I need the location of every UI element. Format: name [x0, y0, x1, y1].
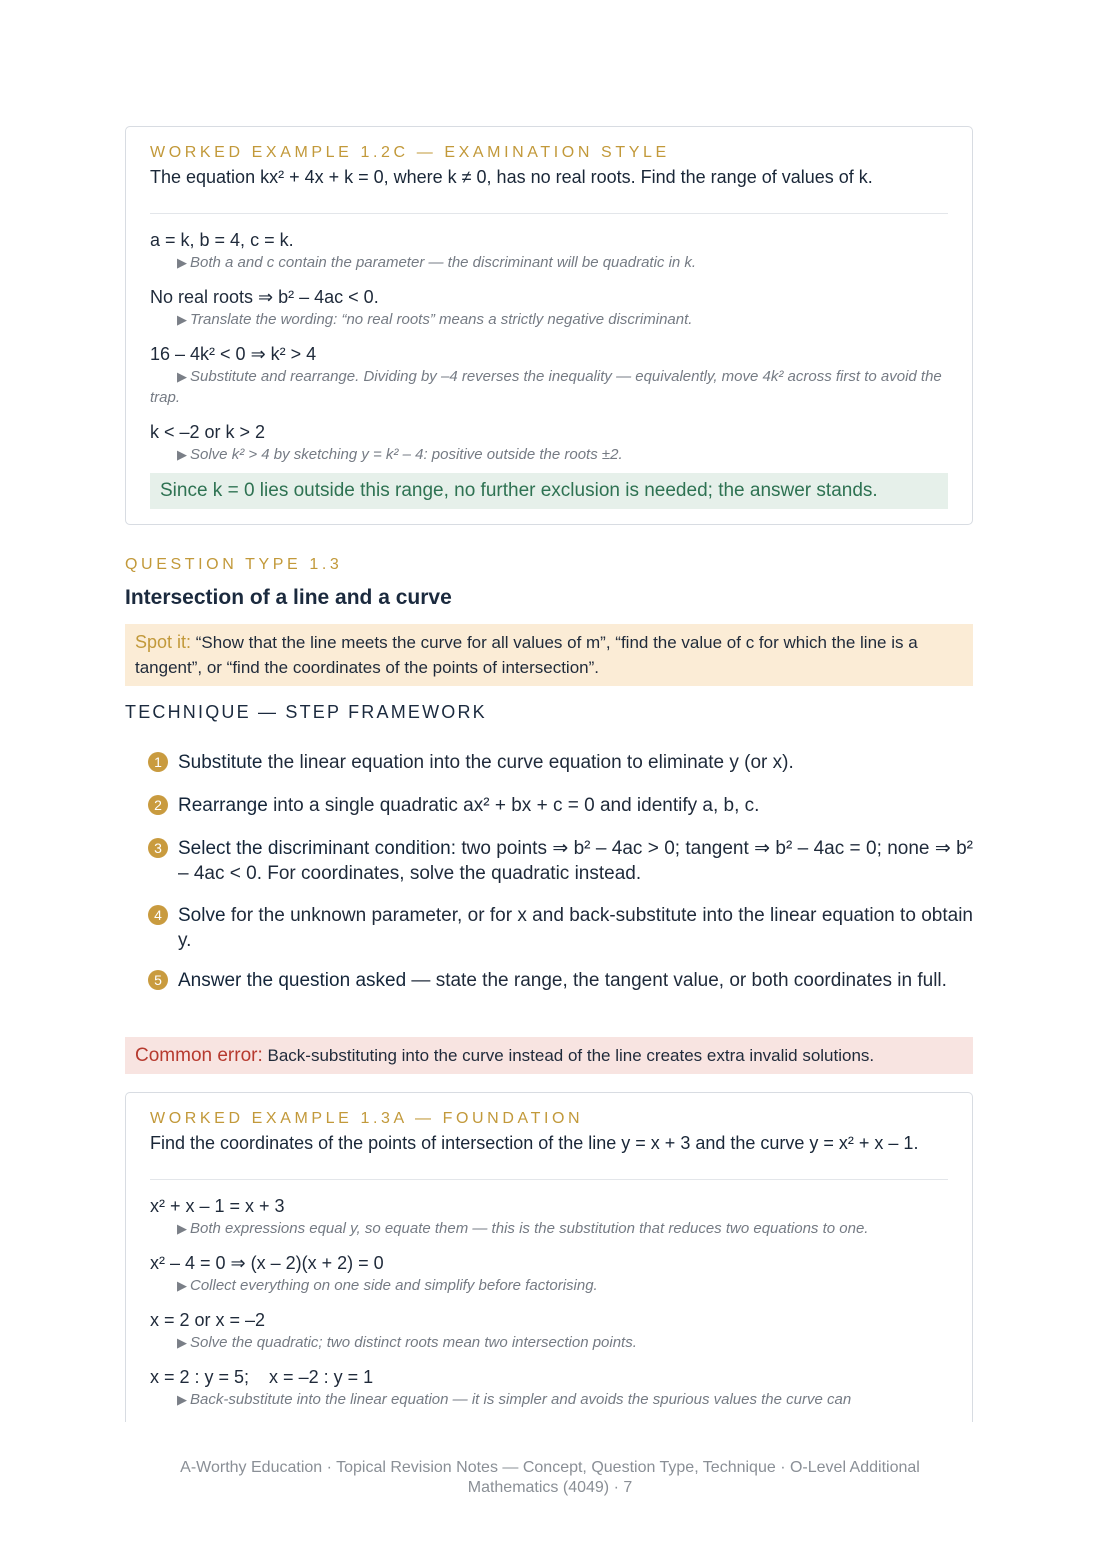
framework-step-2 [148, 793, 973, 818]
page-footer [0, 1458, 1100, 1498]
spot-it-text: “Show that the line meets the curve for all values of m”, “find the value of c for which the line is a tangent”, or “find the coordinates of the points of intersection”. [135, 633, 918, 677]
step-line: x = 2 : y = 5; x = –2 : y = 1 [150, 1367, 374, 1387]
triangle-bullet-icon: ▶ [177, 1392, 187, 1407]
step-line: x² – 4 = 0 ⇒ (x – 2)(x + 2) = 0 [150, 1253, 384, 1273]
step-note: ▶ Back-substitute into the linear equation — it is simpler and avoids the spurious values the curve can [177, 1391, 852, 1408]
triangle-bullet-icon: ▶ [177, 312, 187, 327]
triangle-bullet-icon: ▶ [177, 447, 187, 462]
step-line: No real roots ⇒ b² – 4ac < 0. [150, 287, 379, 307]
triangle-bullet-icon: ▶ [177, 369, 187, 384]
triangle-bullet-icon: ▶ [177, 1278, 187, 1293]
question-type-label: QUESTION TYPE 1.3 [125, 556, 343, 573]
solution-step [150, 1308, 948, 1353]
step-line: x² + x – 1 = x + 3 [150, 1196, 285, 1216]
footer-line-1: A-Worthy Education · Topical Revision Notes — Concept, Question Type, Technique · O-Level Additional [180, 1459, 920, 1476]
step-number-badge: 3 [148, 838, 168, 858]
example-eyebrow: WORKED EXAMPLE 1.3A — FOUNDATION [150, 1110, 584, 1127]
solution-step [150, 1365, 948, 1410]
step-text: two points ⇒ b² – 4ac > 0; tangent ⇒ b² – 4ac = 0; none ⇒ b² – 4ac < 0. For coordinates, solve the quadratic instead. [178, 838, 973, 884]
triangle-bullet-icon: ▶ [177, 255, 187, 270]
step-number-badge: 2 [148, 795, 168, 815]
common-error-box [125, 1037, 973, 1074]
technique-label: TECHNIQUE — STEP FRAMEWORK [125, 702, 487, 722]
worked-example-card-1-3a [125, 1092, 973, 1422]
example-stem: Find the coordinates of the points of intersection of the line y = x + 3 and the curve y = x² + x – 1. [150, 1133, 919, 1153]
worked-example-card-1-2c [125, 126, 973, 525]
footer-line-2: Mathematics (4049) · 7 [467, 1479, 633, 1496]
triangle-bullet-icon: ▶ [177, 1221, 187, 1236]
step-note: ▶ Translate the wording: “no real roots” means a strictly negative discriminant. [177, 311, 693, 328]
step-text: into a single quadratic ax² + bx + c = 0 and identify a, b, c. [273, 795, 760, 816]
divider [150, 213, 948, 214]
divider [150, 1179, 948, 1180]
solution-step [150, 420, 948, 465]
framework-step-5 [148, 968, 973, 993]
triangle-bullet-icon: ▶ [177, 1335, 187, 1350]
step-keyword: Select the discriminant condition: [178, 838, 456, 859]
solution-step [150, 228, 948, 273]
step-note: ▶ Both a and c contain the parameter — the discriminant will be quadratic in k. [177, 254, 697, 271]
step-note: ▶ Both expressions equal y, so equate them — this is the substitution that reduces two equations to one. [177, 1220, 869, 1237]
step-note: ▶ Substitute and rearrange. Dividing by –4 reverses the inequality — equivalently, move 4k² across first to avoid the trap. [150, 368, 942, 406]
step-line: 16 – 4k² < 0 ⇒ k² > 4 [150, 344, 317, 364]
step-note: ▶ Collect everything on one side and simplify before factorising. [177, 1277, 598, 1294]
framework-step-1 [148, 750, 973, 775]
spot-it-label: Spot it: [135, 632, 192, 652]
common-error-label: Common error: [135, 1045, 263, 1066]
question-type-title: Intersection of a line and a curve [125, 586, 452, 609]
step-text: for the unknown parameter, or for x and back-substitute into the linear equation to obtain y. [178, 905, 973, 951]
framework-step-3 [148, 836, 973, 886]
step-keyword: Answer the question asked [178, 970, 407, 991]
example-eyebrow: WORKED EXAMPLE 1.2C — EXAMINATION STYLE [150, 144, 670, 161]
step-note: ▶ Solve the quadratic; two distinct roots mean two intersection points. [177, 1334, 637, 1351]
step-number-badge: 5 [148, 970, 168, 990]
step-line: x = 2 or x = –2 [150, 1310, 266, 1330]
step-text: the linear equation into the curve equation to eliminate y (or x). [267, 752, 794, 773]
framework-step-4 [148, 903, 973, 953]
step-line: a = k, b = 4, c = k. [150, 230, 294, 250]
example-stem: The equation kx² + 4x + k = 0, where k ≠ 0, has no real roots. Find the range of values of k. [150, 167, 873, 187]
solution-step [150, 285, 948, 330]
step-number-badge: 4 [148, 905, 168, 925]
solution-step [150, 1251, 948, 1296]
step-keyword: Substitute [178, 752, 263, 773]
step-keyword: Solve [178, 905, 226, 926]
result-box: Since k = 0 lies outside this range, no further exclusion is needed; the answer stands. [150, 473, 948, 509]
step-note: ▶ Solve k² > 4 by sketching y = k² – 4: positive outside the roots ±2. [177, 446, 623, 463]
spot-it-box [125, 624, 973, 686]
common-error-text: Back-substituting into the curve instead of the line creates extra invalid solutions. [267, 1046, 875, 1065]
solution-step [150, 1194, 948, 1239]
step-text: — state the range, the tangent value, or both coordinates in full. [411, 970, 947, 991]
step-keyword: Rearrange [178, 795, 268, 816]
step-number-badge: 1 [148, 752, 168, 772]
step-line: k < –2 or k > 2 [150, 422, 266, 442]
solution-step [150, 342, 948, 408]
